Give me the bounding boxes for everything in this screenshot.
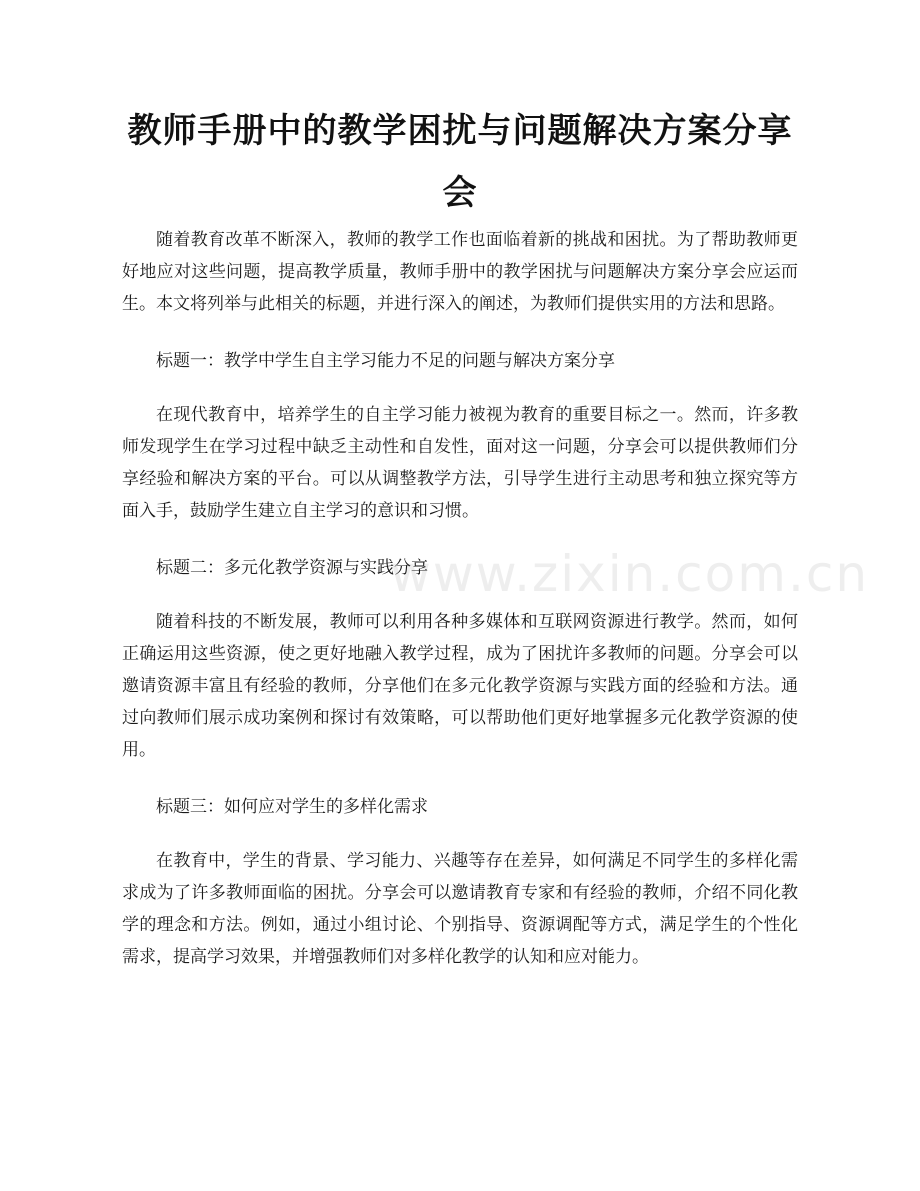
- section-heading-3: 标题三：如何应对学生的多样化需求: [156, 797, 428, 817]
- section-paragraph-1: 在现代教育中，培养学生的自主学习能力被视为教育的重要目标之一。然而，许多教师发现学生在学习过程中缺乏主动性和自发性，面对这一问题，分享会可以提供教师们分享经验和解决方案的平台。可以从调整教学方法，引导学生进行主动思考和独立探究等方面入手，鼓励学生建立自主学习的意识和习惯。: [122, 405, 798, 521]
- section-paragraph-2: 随着科技的不断发展，教师可以利用各种多媒体和互联网资源进行教学。然而，如何正确运用这些资源，使之更好地融入教学过程，成为了困扰许多教师的问题。分享会可以邀请资源丰富且有经验的教师，分享他们在多元化教学资源与实践方面的经验和方法。通过向教师们展示成功案例和探讨有效策略，可以帮助他们更好地掌握多元化教学资源的使用。: [122, 612, 798, 760]
- section-heading-1: 标题一：教学中学生自主学习能力不足的问题与解决方案分享: [156, 351, 615, 371]
- section-heading-2: 标题二：多元化教学资源与实践分享: [156, 558, 428, 578]
- intro-paragraph: 随着教育改革不断深入，教师的教学工作也面临着新的挑战和困扰。为了帮助教师更好地应对这些问题，提高教学质量，教师手册中的教学困扰与问题解决方案分享会应运而生。本文将列举与此相关的标题，并进行深入的阐述，为教师们提供实用的方法和思路。: [122, 230, 798, 314]
- document-body: [122, 224, 798, 998]
- section-paragraph-3: 在教育中，学生的背景、学习能力、兴趣等存在差异，如何满足不同学生的多样化需求成为了许多教师面临的困扰。分享会可以邀请教育专家和有经验的教师，介绍不同化教学的理念和方法。例如，通过小组讨论、个别指导、资源调配等方式，满足学生的个性化需求，提高学习效果，并增强教师们对多样化教学的认知和应对能力。: [122, 851, 798, 967]
- document-title: 教师手册中的教学困扰与问题解决方案分享会: [127, 111, 793, 213]
- watermark-text: www.zixin.com.cn: [390, 545, 870, 603]
